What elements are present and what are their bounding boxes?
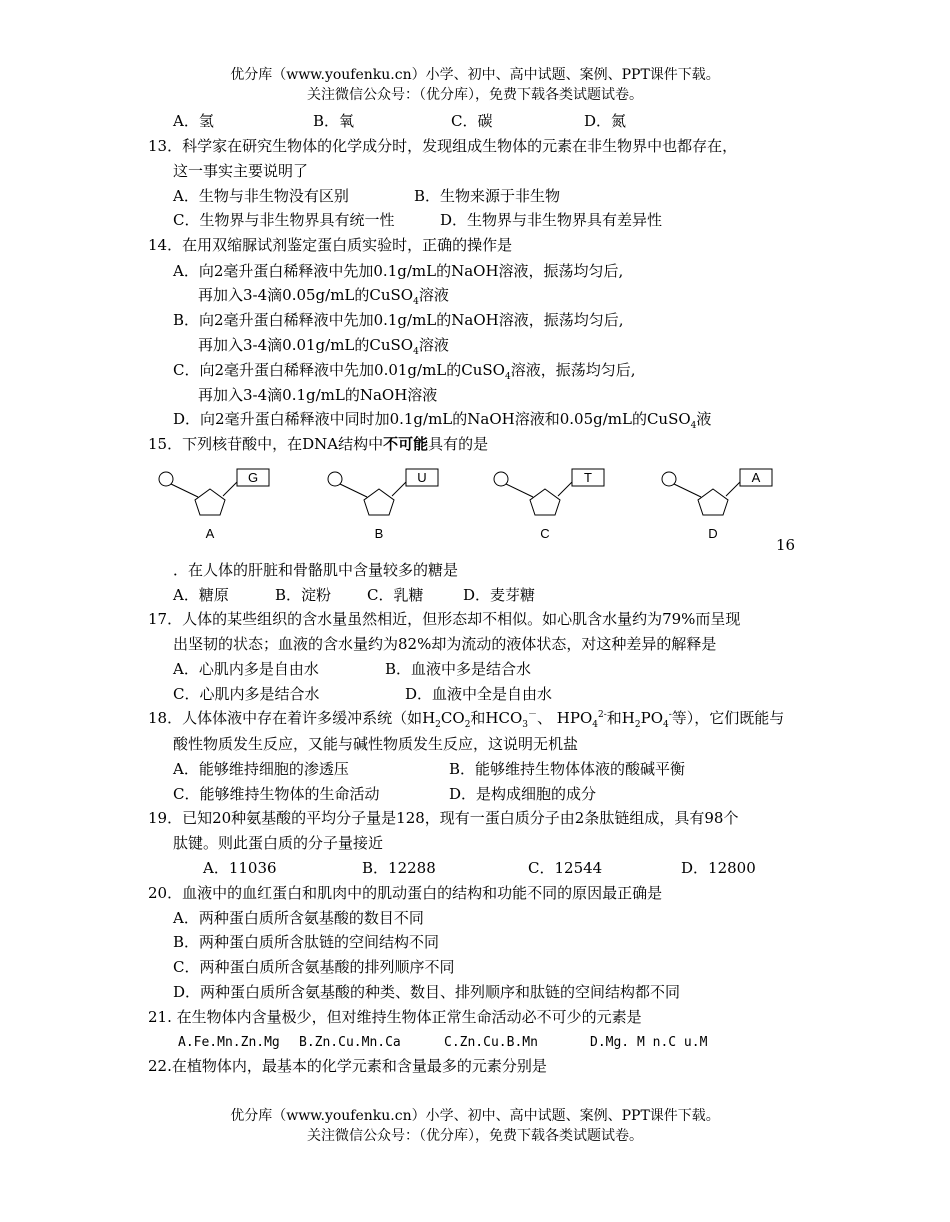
q14-option-a-line-2: 再加入3-4滴0.05g/mL的CuSO$_4$溶液 [198, 286, 449, 307]
pentose-ring [530, 489, 560, 515]
q17-option-d: D．血液中全是自由水 [405, 685, 553, 703]
q20-option-a: A．两种蛋白质所含氨基酸的数目不同 [173, 909, 424, 927]
q18-option-a: A．能够维持细胞的渗透压 [173, 760, 349, 778]
phosphate-bond [674, 484, 701, 497]
q21-option-a: A.Fe.Mn.Zn.Mg [178, 1035, 280, 1050]
base-bond [558, 482, 572, 496]
q20-option-c: C．两种蛋白质所含氨基酸的排列顺序不同 [173, 958, 455, 976]
q19-option-c: C．12544 [528, 859, 603, 877]
header-line-1: 优分库（www.youfenku.cn）小学、初中、高中试题、案例、PPT课件下载。 [230, 67, 720, 83]
q21-stem: 21. 在生物体内含量极少，但对维持生物体正常生命活动必不可少的元素是 [148, 1008, 642, 1026]
q20-option-d: D．两种蛋白质所含氨基酸的种类、数目、排列顺序和肽链的空间结构都不同 [173, 983, 681, 1001]
nucleotide-diagram-c [485, 462, 615, 542]
q19-option-a: A．11036 [203, 859, 277, 877]
q19-option-d: D．12800 [681, 859, 756, 877]
phosphate-circle [662, 472, 676, 486]
q14-option-b-line-1: B．向2毫升蛋白稀释液中先加0.1g/mL的NaOH溶液，振荡均匀后, [173, 311, 624, 329]
q13-option-d: D．生物界与非生物界具有差异性 [440, 211, 663, 229]
option-label: C [540, 526, 550, 541]
base-letter: U [417, 470, 427, 485]
pentose-ring [364, 489, 394, 515]
option-label: B [374, 526, 384, 541]
nucleotide-diagram-a [150, 462, 280, 542]
q13-option-a: A．生物与非生物没有区别 [173, 187, 349, 205]
q17-option-b: B．血液中多是结合水 [385, 660, 532, 678]
q16-option-b: B．淀粉 [275, 586, 332, 604]
footer-line-1: 优分库（www.youfenku.cn）小学、初中、高中试题、案例、PPT课件下载。 [230, 1108, 720, 1124]
base-letter: A [751, 470, 761, 485]
q15-stem: 15．下列核苷酸中，在DNA结构中不可能具有的是 [148, 435, 489, 453]
q14-option-c-line-1: C．向2毫升蛋白稀释液中先加0.01g/mL的CuSO$_4$溶液，振荡均匀后, [173, 361, 636, 382]
q20-option-b: B．两种蛋白质所含肽链的空间结构不同 [173, 933, 440, 951]
q18-stem-line-1: 18．人体体液中存在着许多缓冲系统（如$H_2CO_2$和$HCO_3^-$、 $HPO_4^{2-}$和$H_2PO_4^-$等），它们既能与 [148, 709, 785, 730]
q19-stem-line-1: 19．已知20种氨基酸的平均分子量是128，现有一蛋白质分子由2条肽链组成，具有98个 [148, 809, 739, 827]
pentose-ring [698, 489, 728, 515]
q17-option-c: C．心肌内多是结合水 [173, 685, 320, 703]
q21-option-c: C.Zn.Cu.B.Mn [444, 1035, 538, 1050]
q14-option-b-line-2: 再加入3-4滴0.01g/mL的CuSO$_4$溶液 [198, 336, 449, 357]
q17-stem-line-2: 出坚韧的状态；血液的含水量约为82%却为流动的液体状态，对这种差异的解释是 [173, 635, 717, 653]
phosphate-bond [171, 484, 198, 497]
header-line-2: 关注微信公众号：（优分库），免费下载各类试题试卷。 [307, 87, 643, 103]
q12-option-d: D．氮 [584, 112, 627, 130]
q16-option-d: D．麦芽糖 [463, 586, 536, 604]
q13-stem-line-1: 13．科学家在研究生物体的化学成分时，发现组成生物体的元素在非生物界中也都存在， [148, 137, 738, 155]
base-bond [223, 482, 237, 496]
q17-stem-line-1: 17．人体的某些组织的含水量虽然相近，但形态却不相似。如心肌含水量约为79%而呈现 [148, 610, 741, 628]
q13-option-b: B．生物来源于非生物 [414, 187, 561, 205]
q18-option-d: D．是构成细胞的成分 [449, 785, 597, 803]
q13-option-c: C．生物界与非生物界具有统一性 [173, 211, 395, 229]
option-label: A [205, 526, 215, 541]
q19-option-b: B．12288 [362, 859, 436, 877]
q19-stem-line-2: 肽键。则此蛋白质的分子量接近 [173, 834, 384, 852]
q16-number: 16 [776, 536, 796, 554]
q18-option-b: B．能够维持生物体体液的酸碱平衡 [449, 760, 686, 778]
q21-option-b: B.Zn.Cu.Mn.Ca [299, 1035, 401, 1050]
q14-option-c-line-2: 再加入3-4滴0.1g/mL的NaOH溶液 [198, 386, 438, 404]
q18-stem-line-2: 酸性物质发生反应，又能与碱性物质发生反应，这说明无机盐 [173, 735, 579, 753]
q12-option-b: B．氧 [313, 112, 355, 130]
base-letter: T [584, 470, 592, 485]
base-bond [392, 482, 406, 496]
q14-option-a-line-1: A．向2毫升蛋白稀释液中先加0.1g/mL的NaOH溶液，振荡均匀后, [173, 262, 624, 280]
q16-option-a: A．糖原 [173, 586, 229, 604]
q12-option-a: A．氢 [173, 112, 214, 130]
footer-line-2: 关注微信公众号：（优分库），免费下载各类试题试卷。 [307, 1128, 643, 1144]
pentose-ring [195, 489, 225, 515]
q13-stem-line-2: 这一事实主要说明了 [173, 162, 309, 180]
option-label: D [708, 526, 718, 541]
q21-option-d: D.Mg. M n.C u.M [590, 1035, 708, 1050]
base-letter: G [247, 470, 259, 485]
nucleotide-diagram-d [653, 462, 783, 542]
q16-stem: ．在人体的肝脏和骨骼肌中含量较多的糖是 [173, 561, 459, 579]
phosphate-circle [159, 472, 173, 486]
q14-stem: 14．在用双缩脲试剂鉴定蛋白质实验时，正确的操作是 [148, 236, 513, 254]
q17-option-a: A．心肌内多是自由水 [173, 660, 319, 678]
base-bond [726, 482, 740, 496]
q14-option-d: D．向2毫升蛋白稀释液中同时加0.1g/mL的NaOH溶液和0.05g/mL的CuSO$_4$液 [173, 410, 712, 431]
phosphate-circle [494, 472, 508, 486]
q22-stem: 22.在植物体内，最基本的化学元素和含量最多的元素分别是 [148, 1057, 547, 1075]
phosphate-circle [328, 472, 342, 486]
q20-stem: 20．血液中的血红蛋白和肌肉中的肌动蛋白的结构和功能不同的原因最正确是 [148, 884, 663, 902]
q16-option-c: C．乳糖 [367, 586, 424, 604]
q12-option-c: C．碳 [451, 112, 493, 130]
phosphate-bond [506, 484, 533, 497]
phosphate-bond [340, 484, 367, 497]
q18-option-c: C．能够维持生物体的生命活动 [173, 785, 380, 803]
nucleotide-diagram-b [319, 462, 449, 542]
